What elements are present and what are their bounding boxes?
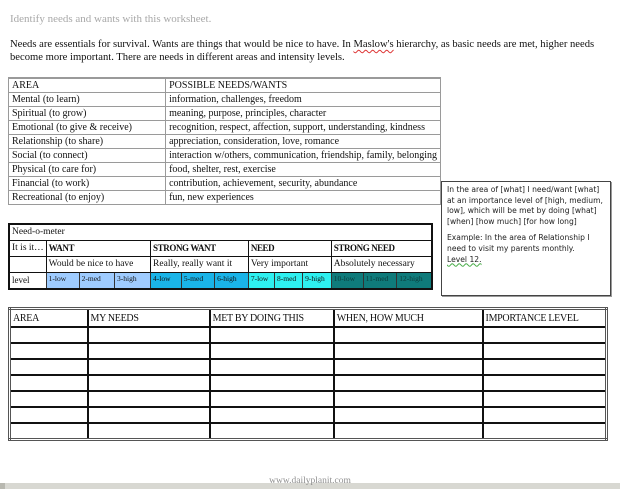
- spellcheck-flagged-word: Maslow's: [353, 39, 394, 50]
- area-input-cell[interactable]: [10, 327, 88, 343]
- importance-input-cell[interactable]: [483, 327, 607, 343]
- level-label: level: [9, 273, 46, 290]
- table-row: [9, 163, 441, 177]
- plan-table-header: [10, 309, 607, 328]
- category-strong-need: STRONG NEED: [331, 241, 432, 257]
- area-input-cell[interactable]: [10, 359, 88, 375]
- my-needs-input-cell[interactable]: [88, 375, 210, 391]
- callout-example-text: Example: In the area of Relationship I need to visit my parents monthly.: [447, 233, 590, 253]
- callout-example-level: Level 12.: [447, 254, 482, 264]
- intro-paragraph: [10, 38, 610, 64]
- area-cell: Mental (to learn): [9, 93, 166, 107]
- table-row: [9, 177, 441, 191]
- table-row: [9, 93, 441, 107]
- level-cell: 12-high: [397, 273, 432, 290]
- met-by-input-cell[interactable]: [210, 343, 334, 359]
- when-input-cell[interactable]: [334, 359, 483, 375]
- table-row: [9, 191, 441, 205]
- description-want: Would be nice to have: [46, 257, 150, 273]
- when-input-cell[interactable]: [334, 343, 483, 359]
- area-cell: Emotional (to give & receive): [9, 121, 166, 135]
- intro-text-part-1: Needs are essentials for survival. Wants are things that would be nice to have. In: [10, 39, 354, 50]
- needs-cell: meaning, purpose, principles, character: [166, 107, 441, 121]
- area-input-cell[interactable]: [10, 375, 88, 391]
- table-row: [10, 391, 607, 407]
- areas-table-header: [9, 78, 441, 93]
- area-cell: Social (to connect): [9, 149, 166, 163]
- table-row: [9, 107, 441, 121]
- importance-input-cell[interactable]: [483, 343, 607, 359]
- my-needs-input-cell[interactable]: [88, 423, 210, 440]
- met-by-input-cell[interactable]: [210, 391, 334, 407]
- when-input-cell[interactable]: [334, 375, 483, 391]
- table-row: [10, 359, 607, 375]
- met-by-input-cell[interactable]: [210, 327, 334, 343]
- my-needs-input-cell[interactable]: [88, 343, 210, 359]
- level-cell: 4-low: [151, 273, 182, 290]
- area-input-cell[interactable]: [10, 407, 88, 423]
- met-by-input-cell[interactable]: [210, 375, 334, 391]
- header-importance-level: IMPORTANCE LEVEL: [483, 309, 607, 328]
- table-row: [9, 135, 441, 149]
- category-want: WANT: [46, 241, 150, 257]
- needs-cell: interaction w/others, communication, friendship, family, belonging: [166, 149, 441, 163]
- when-input-cell[interactable]: [334, 327, 483, 343]
- level-cell: 11-med: [363, 273, 397, 290]
- level-cell: 1-low: [46, 273, 79, 290]
- needs-cell: contribution, achievement, security, abundance: [166, 177, 441, 191]
- needs-cell: information, challenges, freedom: [166, 93, 441, 107]
- header-possible-needs: POSSIBLE NEEDS/WANTS: [166, 78, 441, 93]
- need-o-meter-title: Need-o-meter: [9, 224, 432, 241]
- needs-cell: food, shelter, rest, exercise: [166, 163, 441, 177]
- header-area: AREA: [10, 309, 88, 328]
- level-cell: 10-low: [331, 273, 363, 290]
- category-need: NEED: [248, 241, 331, 257]
- level-cell: 3-high: [115, 273, 151, 290]
- header-met-by-doing: MET BY DOING THIS: [210, 309, 334, 328]
- my-needs-input-cell[interactable]: [88, 391, 210, 407]
- area-input-cell[interactable]: [10, 423, 88, 440]
- areas-table: [8, 77, 441, 205]
- met-by-input-cell[interactable]: [210, 359, 334, 375]
- my-needs-input-cell[interactable]: [88, 359, 210, 375]
- area-cell: Recreational (to enjoy): [9, 191, 166, 205]
- table-row: [10, 375, 607, 391]
- area-input-cell[interactable]: [10, 391, 88, 407]
- level-cell: 2-med: [79, 273, 114, 290]
- needs-cell: appreciation, consideration, love, romance: [166, 135, 441, 149]
- importance-input-cell[interactable]: [483, 407, 607, 423]
- table-row: [9, 121, 441, 135]
- description-need: Very important: [248, 257, 331, 273]
- table-row: [10, 407, 607, 423]
- when-input-cell[interactable]: [334, 423, 483, 440]
- table-row: [10, 423, 607, 440]
- area-cell: Financial (to work): [9, 177, 166, 191]
- area-input-cell[interactable]: [10, 343, 88, 359]
- area-cell: Relationship (to share): [9, 135, 166, 149]
- my-needs-input-cell[interactable]: [88, 327, 210, 343]
- level-cell: 9-high: [303, 273, 332, 290]
- level-cell: 7-low: [248, 273, 274, 290]
- description-strong-want: Really, really want it: [151, 257, 249, 273]
- when-input-cell[interactable]: [334, 407, 483, 423]
- importance-input-cell[interactable]: [483, 423, 607, 440]
- intro-text-part-2: hierarchy, as basic needs are met, higher needs become more important. There are needs in different areas and intensity levels.: [10, 39, 595, 63]
- need-o-meter-table: [8, 223, 433, 290]
- importance-input-cell[interactable]: [483, 391, 607, 407]
- is-it-label: It is it…: [9, 241, 46, 257]
- met-by-input-cell[interactable]: [210, 423, 334, 440]
- needs-cell: recognition, respect, affection, support, understanding, kindness: [166, 121, 441, 135]
- area-cell: Spiritual (to grow): [9, 107, 166, 121]
- category-strong-want: STRONG WANT: [151, 241, 249, 257]
- header-area: AREA: [9, 78, 166, 93]
- when-input-cell[interactable]: [334, 391, 483, 407]
- table-row: [9, 149, 441, 163]
- description-strong-need: Absolutely necessary: [331, 257, 432, 273]
- met-by-input-cell[interactable]: [210, 407, 334, 423]
- area-cell: Physical (to care for): [9, 163, 166, 177]
- importance-input-cell[interactable]: [483, 359, 607, 375]
- footer-url: www.dailyplanit.com: [269, 476, 351, 486]
- level-cell: 8-med: [275, 273, 303, 290]
- empty-label-cell: [9, 257, 46, 273]
- level-cell: 6-high: [215, 273, 249, 290]
- header-when-how-much: WHEN, HOW MUCH: [334, 309, 483, 328]
- callout-template-text: In the area of [what] I need/want [what] at an importance level of [high, medium, low], which will be met by doing [what] [when] [how much] [for how long]: [447, 185, 603, 226]
- level-cell: 5-med: [181, 273, 214, 290]
- header-my-needs: MY NEEDS: [88, 309, 210, 328]
- table-row: [10, 343, 607, 359]
- my-needs-input-cell[interactable]: [88, 407, 210, 423]
- instruction-callout-box: [441, 181, 611, 296]
- needs-plan-table: [8, 307, 608, 441]
- worksheet-subtitle: Identify needs and wants with this worksheet.: [10, 13, 212, 25]
- needs-cell: fun, new experiences: [166, 191, 441, 205]
- importance-input-cell[interactable]: [483, 375, 607, 391]
- table-row: [10, 327, 607, 343]
